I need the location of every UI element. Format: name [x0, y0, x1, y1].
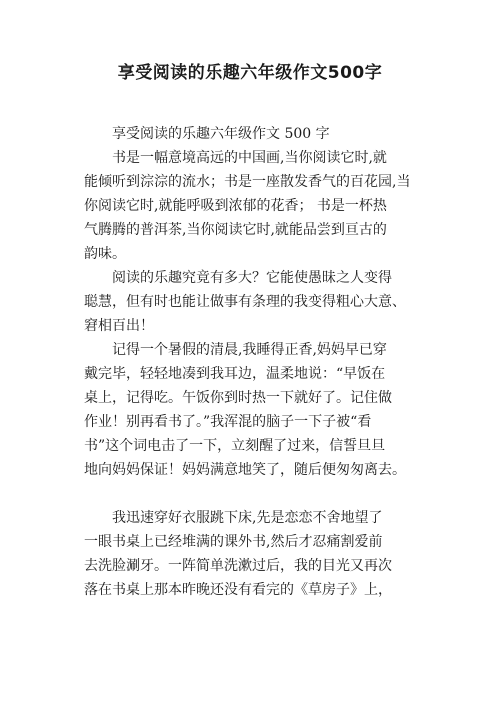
- text-line: 窘相百出！: [84, 318, 154, 334]
- text-line: 书是一幅意境高远的中国画,当你阅读它时,就: [112, 150, 387, 166]
- text-line: 阅读的乐趣究竟有多大？它能使愚昧之人变得: [112, 270, 392, 286]
- document-title: 享受阅读的乐趣六年级作文500字: [117, 63, 383, 83]
- text-line: 戴完毕，轻轻地凑到我耳边，温柔地说：“早饭在: [84, 366, 386, 382]
- text-line: 你阅读它时,就能呼吸到浓郁的花香； 书是一杯热: [84, 198, 387, 214]
- text-line: 我迅速穿好衣服跳下床,先是恋恋不舍地望了: [112, 510, 383, 526]
- text-line: 落在书桌上那本昨晚还没有看完的《草房子》上，: [84, 582, 392, 598]
- text-line: 地向妈妈保证！妈妈满意地笑了，随后便匆匆离去。: [84, 462, 406, 478]
- text-line: 作业！别再看书了。”我浑混的脑子一下子被“看: [84, 414, 372, 430]
- text-line: 能倾听到淙淙的流水；书是一座散发香气的百花园,当: [84, 174, 411, 190]
- text-line: 书”这个词电击了一下，立刻醒了过来，信誓旦旦: [84, 438, 386, 454]
- text-line: 一眼书桌上已经堆满的课外书,然后才忍痛割爱前: [84, 534, 383, 550]
- text-line: 韵味。: [84, 246, 126, 262]
- text-line: 享受阅读的乐趣六年级作文 500 字: [112, 126, 330, 142]
- text-line: 气腾腾的普洱茶,当你阅读它时,就能品尝到亘古的: [84, 222, 387, 238]
- document-body: [84, 122, 456, 602]
- paragraph-gap: [84, 482, 456, 506]
- text-line: 去洗脸涮牙。一阵简单洗漱过后，我的目光又再次: [84, 558, 392, 574]
- text-line: 记得一个暑假的清晨,我睡得正香,妈妈早已穿: [112, 342, 387, 358]
- text-line: 桌上，记得吃。午饭你到时热一下就好了。记住做: [84, 390, 392, 406]
- text-line: 聪慧，但有时也能让做事有条理的我变得粗心大意、: [84, 294, 406, 310]
